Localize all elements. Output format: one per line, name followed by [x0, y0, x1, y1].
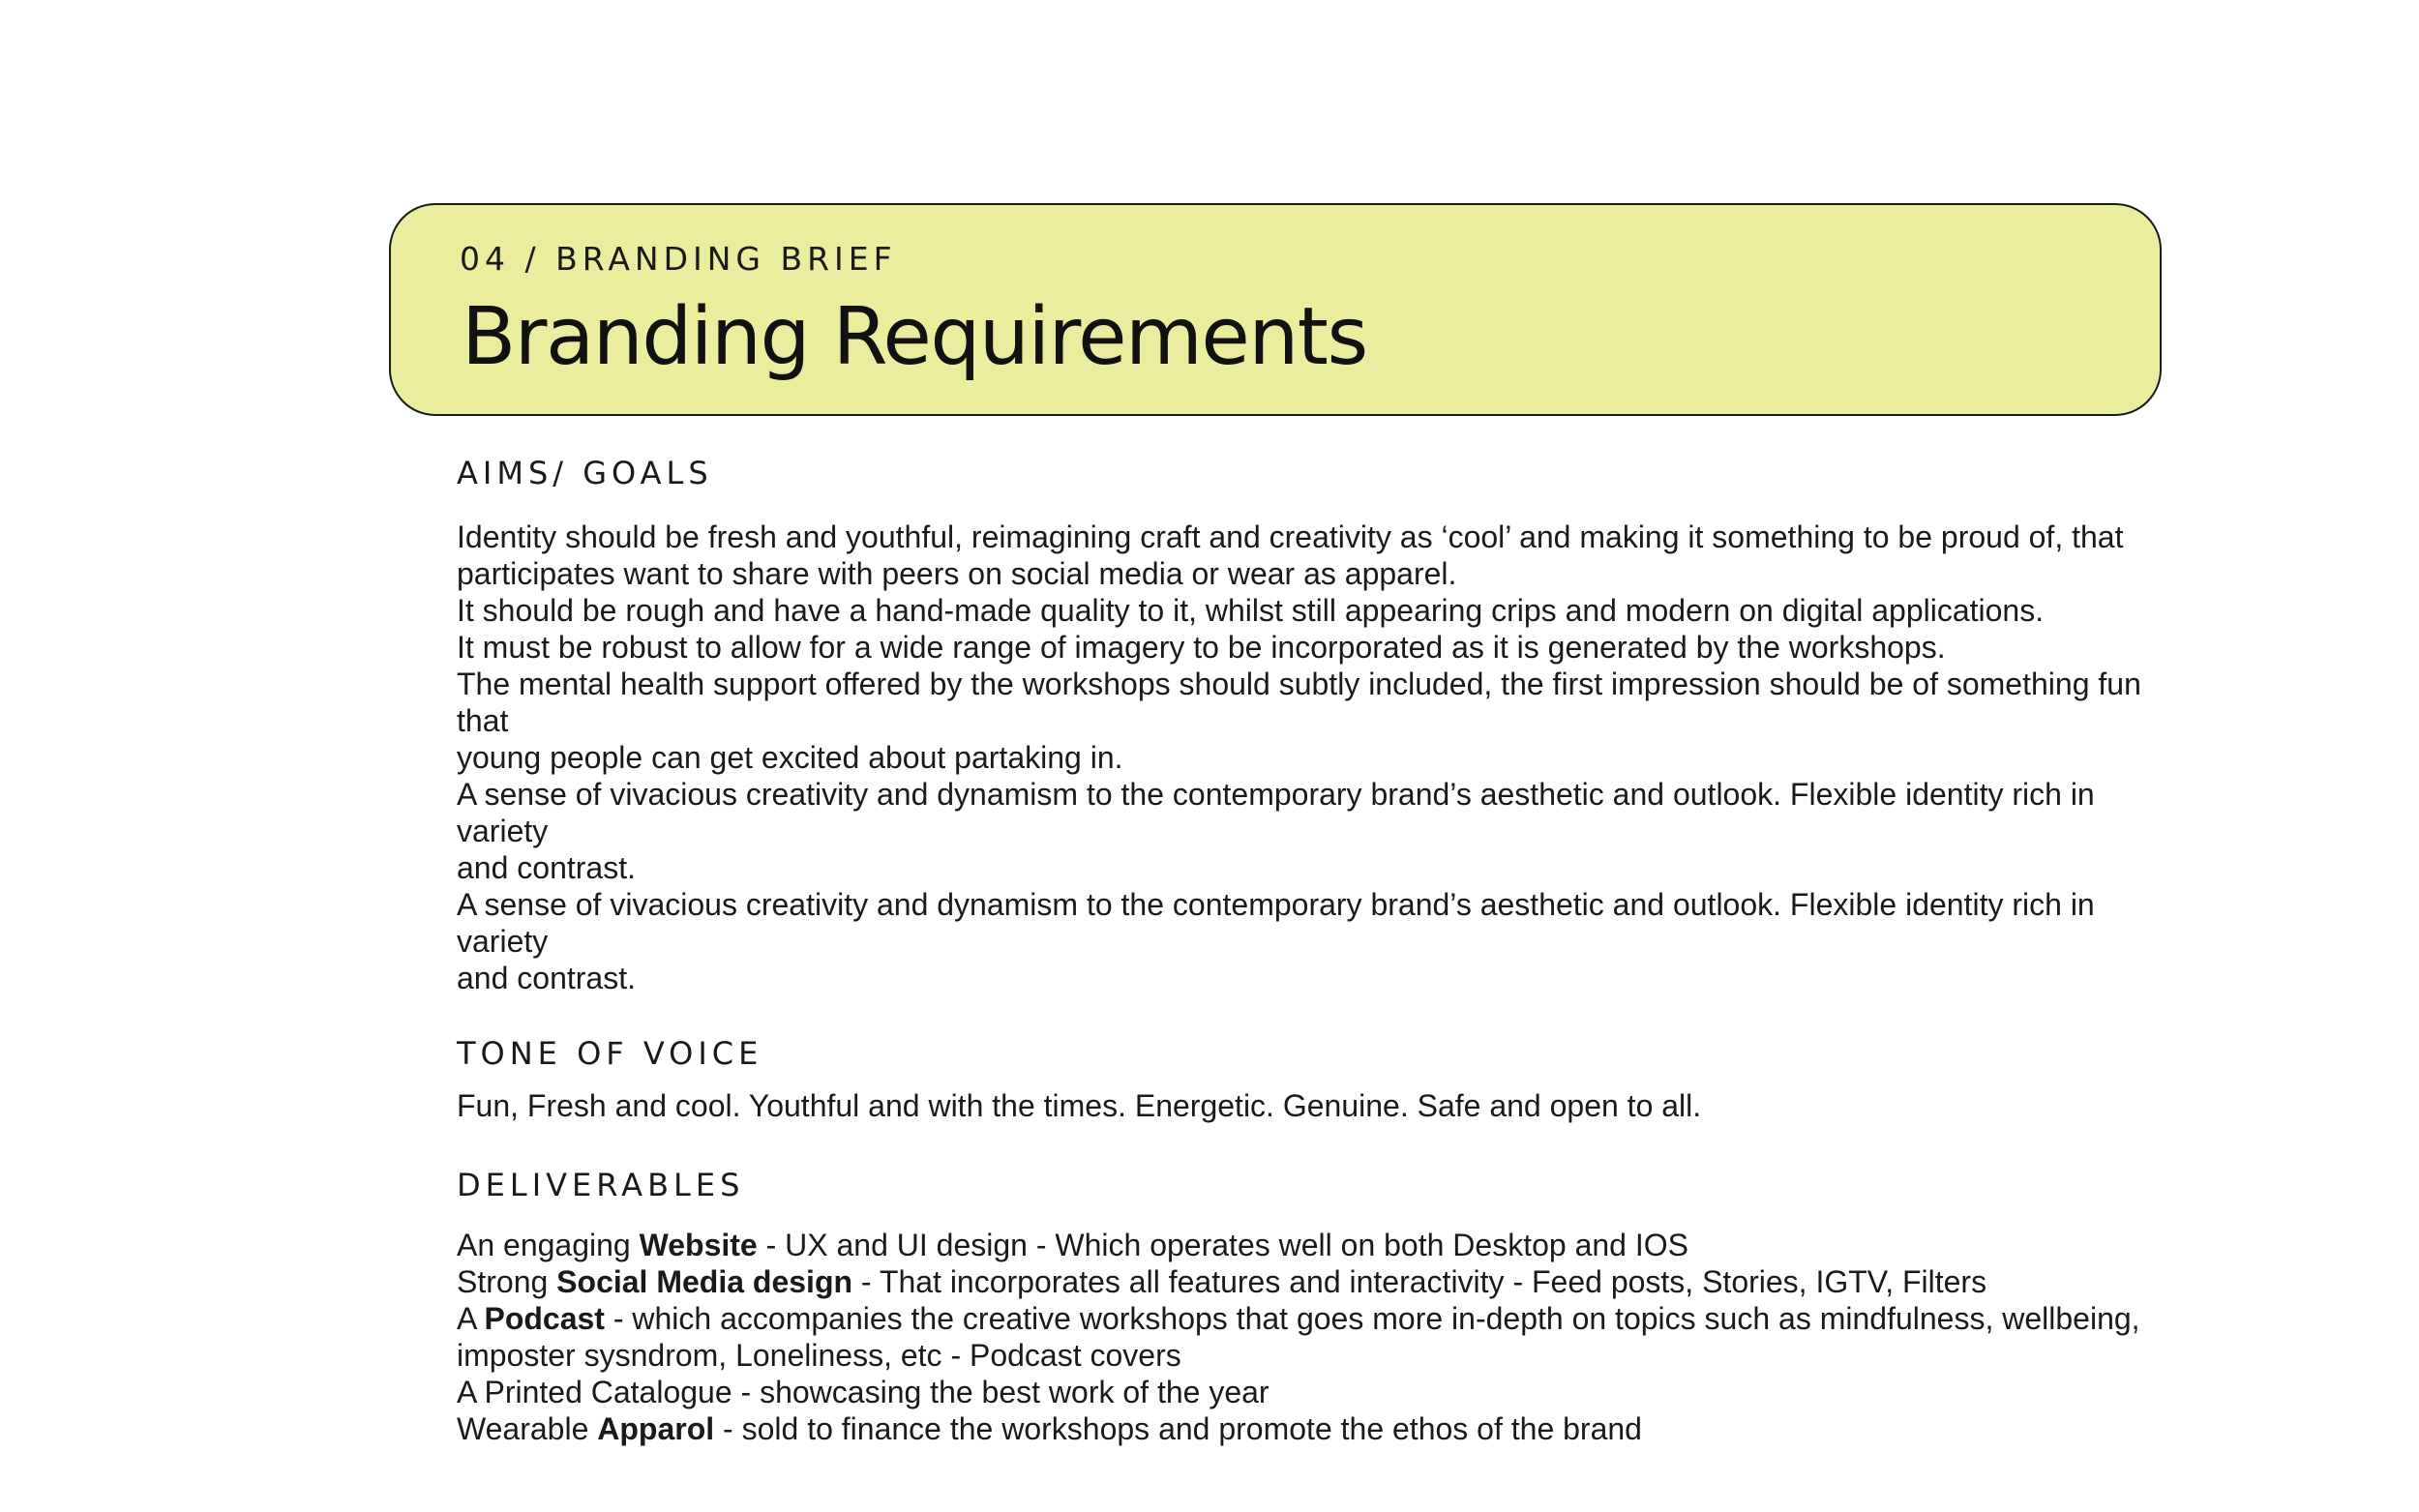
deliverable-item — [457, 1300, 2160, 1337]
aims-body — [457, 519, 2160, 996]
deliverable-text: An engaging — [457, 1228, 640, 1262]
deliverable-bold: Website — [639, 1228, 758, 1262]
deliverable-text: - which accompanies the creative workshops that goes more in-depth on topics such as mindfulness, wellbeing, — [604, 1301, 2140, 1336]
deliverable-text: imposter sysndrom, Loneliness, etc - Podcast covers — [457, 1338, 1181, 1373]
deliverable-text: A Printed Catalogue - showcasing the best work of the year — [457, 1375, 1269, 1409]
section-label: 04 / BRANDING BRIEF — [460, 240, 897, 278]
aims-line: and contrast. — [457, 850, 636, 885]
aims-heading: AIMS/ GOALS — [457, 455, 713, 491]
deliverable-item — [457, 1263, 2160, 1300]
deliverable-text: - sold to finance the workshops and promote the ethos of the brand — [714, 1411, 1642, 1446]
deliverable-text: - That incorporates all features and interactivity - Feed posts, Stories, IGTV, Filters — [852, 1264, 1987, 1299]
tone-heading: TONE OF VOICE — [457, 1035, 763, 1072]
aims-line: A sense of vivacious creativity and dynamism to the contemporary brand’s aesthetic and outlook. Flexible identity rich in variety — [457, 777, 2095, 848]
aims-line: Identity should be fresh and youthful, reimagining craft and creativity as ‘cool’ and making it something to be proud of, that — [457, 519, 2124, 554]
deliverable-item — [457, 1227, 2160, 1263]
aims-line: A sense of vivacious creativity and dynamism to the contemporary brand’s aesthetic and outlook. Flexible identity rich in variety — [457, 887, 2095, 959]
deliverable-item — [457, 1410, 2160, 1447]
deliverable-text: A — [457, 1301, 485, 1336]
page-title: Branding Requirements — [462, 291, 1367, 383]
deliverable-text: Wearable — [457, 1411, 598, 1446]
tone-body: Fun, Fresh and cool. Youthful and with the times. Energetic. Genuine. Safe and open to all. — [457, 1088, 1702, 1123]
brief-content — [457, 455, 2160, 1447]
header-panel — [389, 203, 2162, 416]
aims-line: and contrast. — [457, 961, 636, 995]
aims-line: The mental health support offered by the workshops should subtly included, the first impression should be of something fun that — [457, 667, 2141, 738]
deliverable-item — [457, 1374, 2160, 1410]
deliverables-heading: DELIVERABLES — [457, 1167, 745, 1203]
deliverable-bold: Social Media design — [556, 1264, 853, 1299]
deliverable-text: - UX and UI design - Which operates well on both Desktop and IOS — [757, 1228, 1688, 1262]
deliverable-bold: Apparol — [597, 1411, 715, 1446]
aims-line: It should be rough and have a hand-made quality to it, whilst still appearing crips and modern on digital applications. — [457, 593, 2045, 628]
aims-line: It must be robust to allow for a wide range of imagery to be incorporated as it is generated by the workshops. — [457, 630, 1946, 665]
deliverable-item — [457, 1337, 2160, 1374]
aims-line: participates want to share with peers on social media or wear as apparel. — [457, 556, 1457, 591]
deliverables-list — [457, 1227, 2160, 1447]
deliverable-bold: Podcast — [484, 1301, 605, 1336]
aims-line: young people can get excited about partaking in. — [457, 740, 1123, 775]
deliverable-text: Strong — [457, 1264, 557, 1299]
